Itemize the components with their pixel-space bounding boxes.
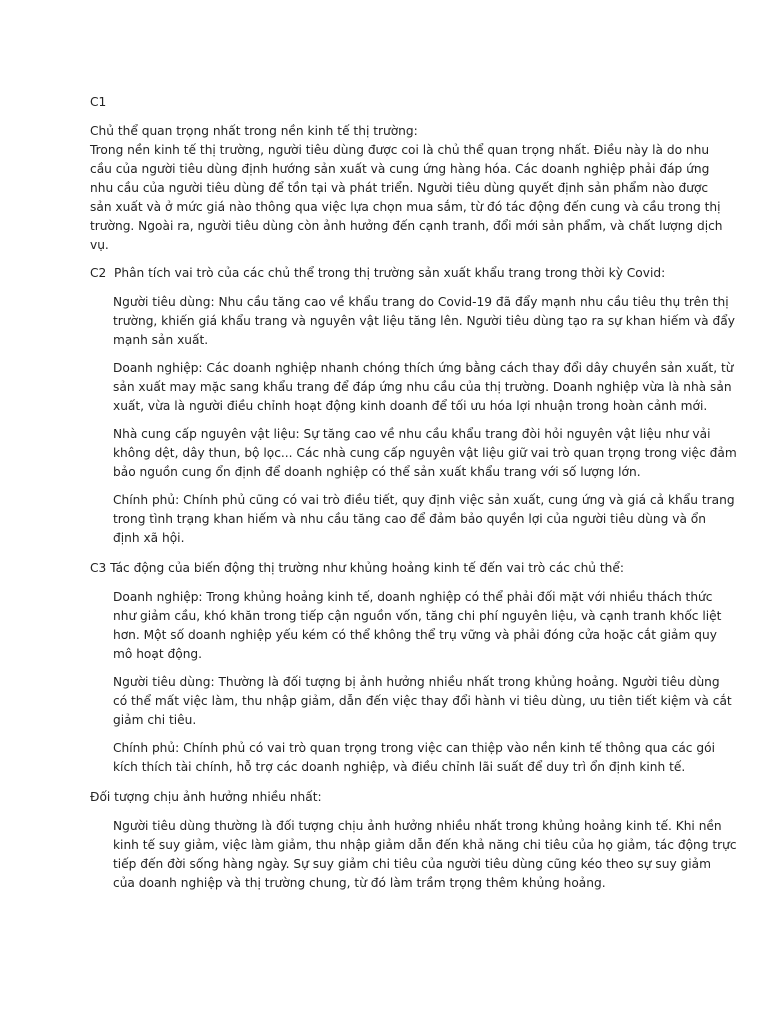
paragraph-line: tiếp đến đời sống hàng ngày. Sự suy giảm chi tiêu của người tiêu dùng cũng kéo theo sự suy giảm <box>113 857 711 871</box>
paragraph-line: Người tiêu dùng: Nhu cầu tăng cao về khẩu trang do Covid-19 đã đẩy mạnh nhu cầu tiêu thụ trên thị <box>113 295 729 309</box>
section-c1-label: C1 <box>90 95 107 109</box>
section-c1-title: Chủ thể quan trọng nhất trong nền kinh tế thị trường: <box>90 124 418 138</box>
section-c1-paragraph <box>90 141 723 255</box>
paragraph-line: sản xuất và ở mức giá nào thông qua việc lựa chọn mua sắm, từ đó tác động đến cung và cầu trong thị <box>90 200 721 214</box>
paragraph-line: hơn. Một số doanh nghiệp yếu kém có thể không thể trụ vững và phải đóng cửa hoặc cắt giảm quy <box>113 628 717 642</box>
paragraph-line: mô hoạt động. <box>113 647 203 661</box>
paragraph-line: xuất, vừa là người điều chỉnh hoạt động kinh doanh để tối ưu hóa lợi nhuận trong hoàn cảnh mới. <box>113 399 708 413</box>
paragraph-line: của doanh nghiệp và thị trường chung, từ đó làm trầm trọng thêm khủng hoảng. <box>113 876 606 890</box>
paragraph-line: có thể mất việc làm, thu nhập giảm, dẫn đến việc thay đổi hành vi tiêu dùng, ưu tiên tiết kiệm và cắt <box>113 694 732 708</box>
c2-paragraph-government <box>113 491 735 548</box>
c3-paragraph-government <box>113 739 715 777</box>
paragraph-line: trong tình trạng khan hiếm và nhu cầu tăng cao để đảm bảo quyền lợi của người tiêu dùng và ổn <box>113 512 706 526</box>
paragraph-line: Trong nền kinh tế thị trường, người tiêu dùng được coi là chủ thể quan trọng nhất. Điều này là do nhu <box>90 143 710 157</box>
c3-paragraph-business <box>113 588 721 664</box>
paragraph-line: Chính phủ: Chính phủ cũng có vai trò điều tiết, quy định việc sản xuất, cung ứng và giá cả khẩu trang <box>113 493 735 507</box>
paragraph-line: trường. Ngoài ra, người tiêu dùng còn ảnh hưởng đến cạnh tranh, đổi mới sản phẩm, và chất lượng dịch <box>90 219 723 233</box>
paragraph-line: Doanh nghiệp: Trong khủng hoảng kinh tế, doanh nghiệp có thể phải đối mặt với nhiều thách thức <box>113 590 713 604</box>
c2-paragraph-business <box>113 359 733 416</box>
paragraph-line: nhu cầu của người tiêu dùng để tồn tại và phát triển. Người tiêu dùng quyết định sản phẩm nào được <box>90 181 709 195</box>
paragraph-line: vụ. <box>90 238 109 252</box>
paragraph-line: Người tiêu dùng: Thường là đối tượng bị ảnh hưởng nhiều nhất trong khủng hoảng. Người tiêu dùng <box>113 675 720 689</box>
paragraph-line: như giảm cầu, khó khăn trong tiếp cận nguồn vốn, tăng chi phí nguyên liệu, và cạnh tranh khốc liệt <box>113 609 722 623</box>
section-c3-title: C3 Tác động của biến động thị trường như khủng hoảng kinh tế đến vai trò các chủ thể: <box>90 561 625 575</box>
paragraph-line: Nhà cung cấp nguyên vật liệu: Sự tăng cao về nhu cầu khẩu trang đòi hỏi nguyên vật liệu như vải <box>113 427 711 441</box>
c2-paragraph-supplier <box>113 425 737 482</box>
paragraph-line: bảo nguồn cung ổn định để doanh nghiệp có thể sản xuất khẩu trang với số lượng lớn. <box>113 465 641 479</box>
c3-paragraph-consumer <box>113 673 732 730</box>
paragraph-line: sản xuất may mặc sang khẩu trang để đáp ứng nhu cầu của thị trường. Doanh nghiệp vừa là nhà sản <box>113 380 732 394</box>
affected-paragraph <box>113 817 737 893</box>
section-affected-title: Đối tượng chịu ảnh hưởng nhiều nhất: <box>90 790 322 804</box>
paragraph-line: kích thích tài chính, hỗ trợ các doanh nghiệp, và điều chỉnh lãi suất để duy trì ổn định kinh tế. <box>113 760 686 774</box>
paragraph-line: Chính phủ: Chính phủ có vai trò quan trọng trong việc can thiệp vào nền kinh tế thông qua các gói <box>113 741 715 755</box>
paragraph-line: Người tiêu dùng thường là đối tượng chịu ảnh hưởng nhiều nhất trong khủng hoảng kinh tế. Khi nền <box>113 819 722 833</box>
paragraph-line: định xã hội. <box>113 531 185 545</box>
paragraph-line: kinh tế suy giảm, việc làm giảm, thu nhập giảm dẫn đến khả năng chi tiêu của họ giảm, tác động trực <box>113 838 737 852</box>
paragraph-line: mạnh sản xuất. <box>113 333 209 347</box>
paragraph-line: trường, khiến giá khẩu trang và nguyên vật liệu tăng lên. Người tiêu dùng tạo ra sự khan hiếm và đẩy <box>113 314 735 328</box>
paragraph-line: không dệt, dây thun, bộ lọc... Các nhà cung cấp nguyên vật liệu giữ vai trò quan trọng trong việc đảm <box>113 446 737 460</box>
section-c2-title: C2 Phân tích vai trò của các chủ thể trong thị trường sản xuất khẩu trang trong thời kỳ Covid: <box>90 266 666 280</box>
paragraph-line: giảm chi tiêu. <box>113 713 197 727</box>
paragraph-line: Doanh nghiệp: Các doanh nghiệp nhanh chóng thích ứng bằng cách thay đổi dây chuyền sản xuất, từ <box>113 361 734 375</box>
c2-paragraph-consumer <box>113 293 735 350</box>
paragraph-line: cầu của người tiêu dùng định hướng sản xuất và cung ứng hàng hóa. Các doanh nghiệp phải đáp ứng <box>90 162 710 176</box>
